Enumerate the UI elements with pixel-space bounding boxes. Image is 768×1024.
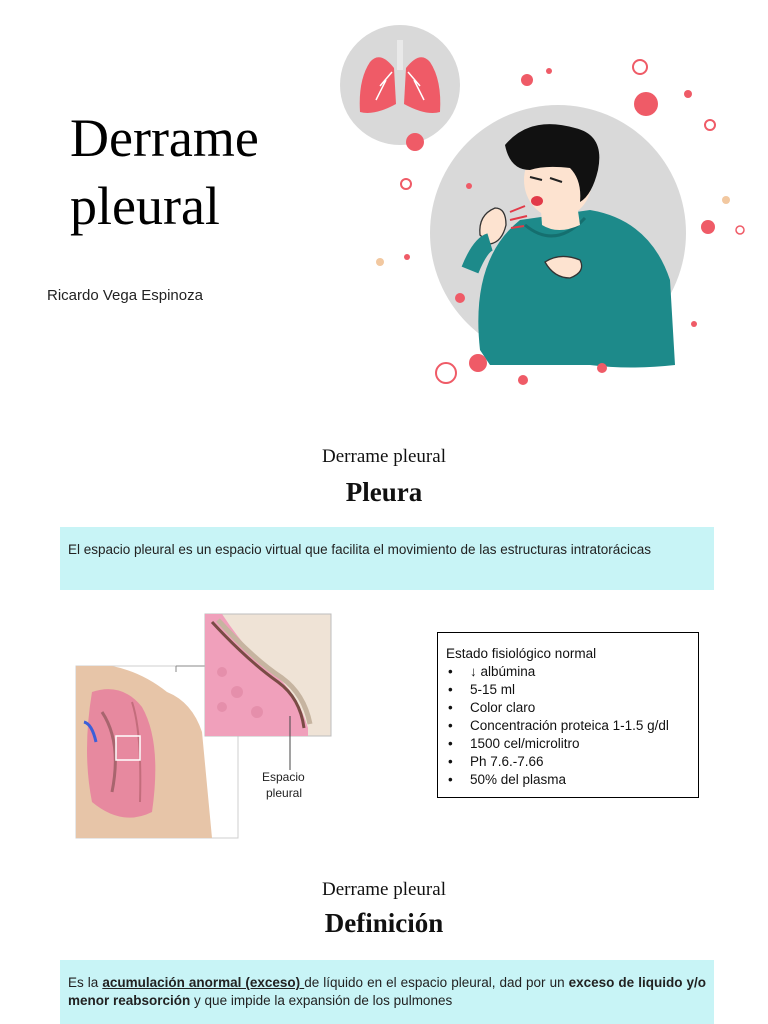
list-item: • Color claro (446, 699, 690, 717)
definicion-text-a: Es la (68, 975, 103, 990)
definicion-text-e: y que impide la expansión de los pulmones (190, 993, 453, 1008)
list-item: • Ph 7.6.-7.66 (446, 753, 690, 771)
list-item: • Concentración proteica 1-1.5 g/dl (446, 717, 690, 735)
list-item: • 1500 cel/microlitro (446, 735, 690, 753)
title-line-2: pleural (70, 176, 220, 236)
list-item: • ↓ albúmina (446, 663, 690, 681)
definicion-highlight-bold: exceso de liquido y/o menor reabsorción (68, 975, 706, 1008)
page-title (70, 104, 370, 240)
normal-state-list (446, 663, 690, 789)
title-line-1: Derrame (70, 108, 259, 168)
definicion-kicker: Derrame pleural (322, 879, 446, 900)
coughing-person-illustration (330, 20, 750, 392)
figure-label-line-1: Espacio (262, 770, 305, 784)
definicion-heading: Definición (324, 908, 444, 938)
author-name: Ricardo Vega Espinoza (47, 287, 203, 304)
pleura-heading: Pleura (345, 477, 423, 507)
pleural-anatomy-figure (72, 612, 334, 842)
figure-label-line-2: pleural (266, 786, 303, 800)
definicion-highlight-underlined: acumulación anormal (exceso) (102, 975, 305, 990)
pleura-description: El espacio pleural es un espacio virtual que facilita el movimiento de las estructuras intratorácicas (60, 527, 714, 590)
normal-state-box (437, 632, 699, 798)
pleura-kicker: Derrame pleural (322, 446, 446, 467)
list-item: • 5-15 ml (446, 681, 690, 699)
list-item: • 50% del plasma (446, 771, 690, 789)
definicion-text (60, 960, 714, 1024)
definicion-text-c: de líquido en el espacio pleural, dad por un (304, 975, 569, 990)
normal-state-title: Estado fisiológico normal (446, 646, 597, 661)
